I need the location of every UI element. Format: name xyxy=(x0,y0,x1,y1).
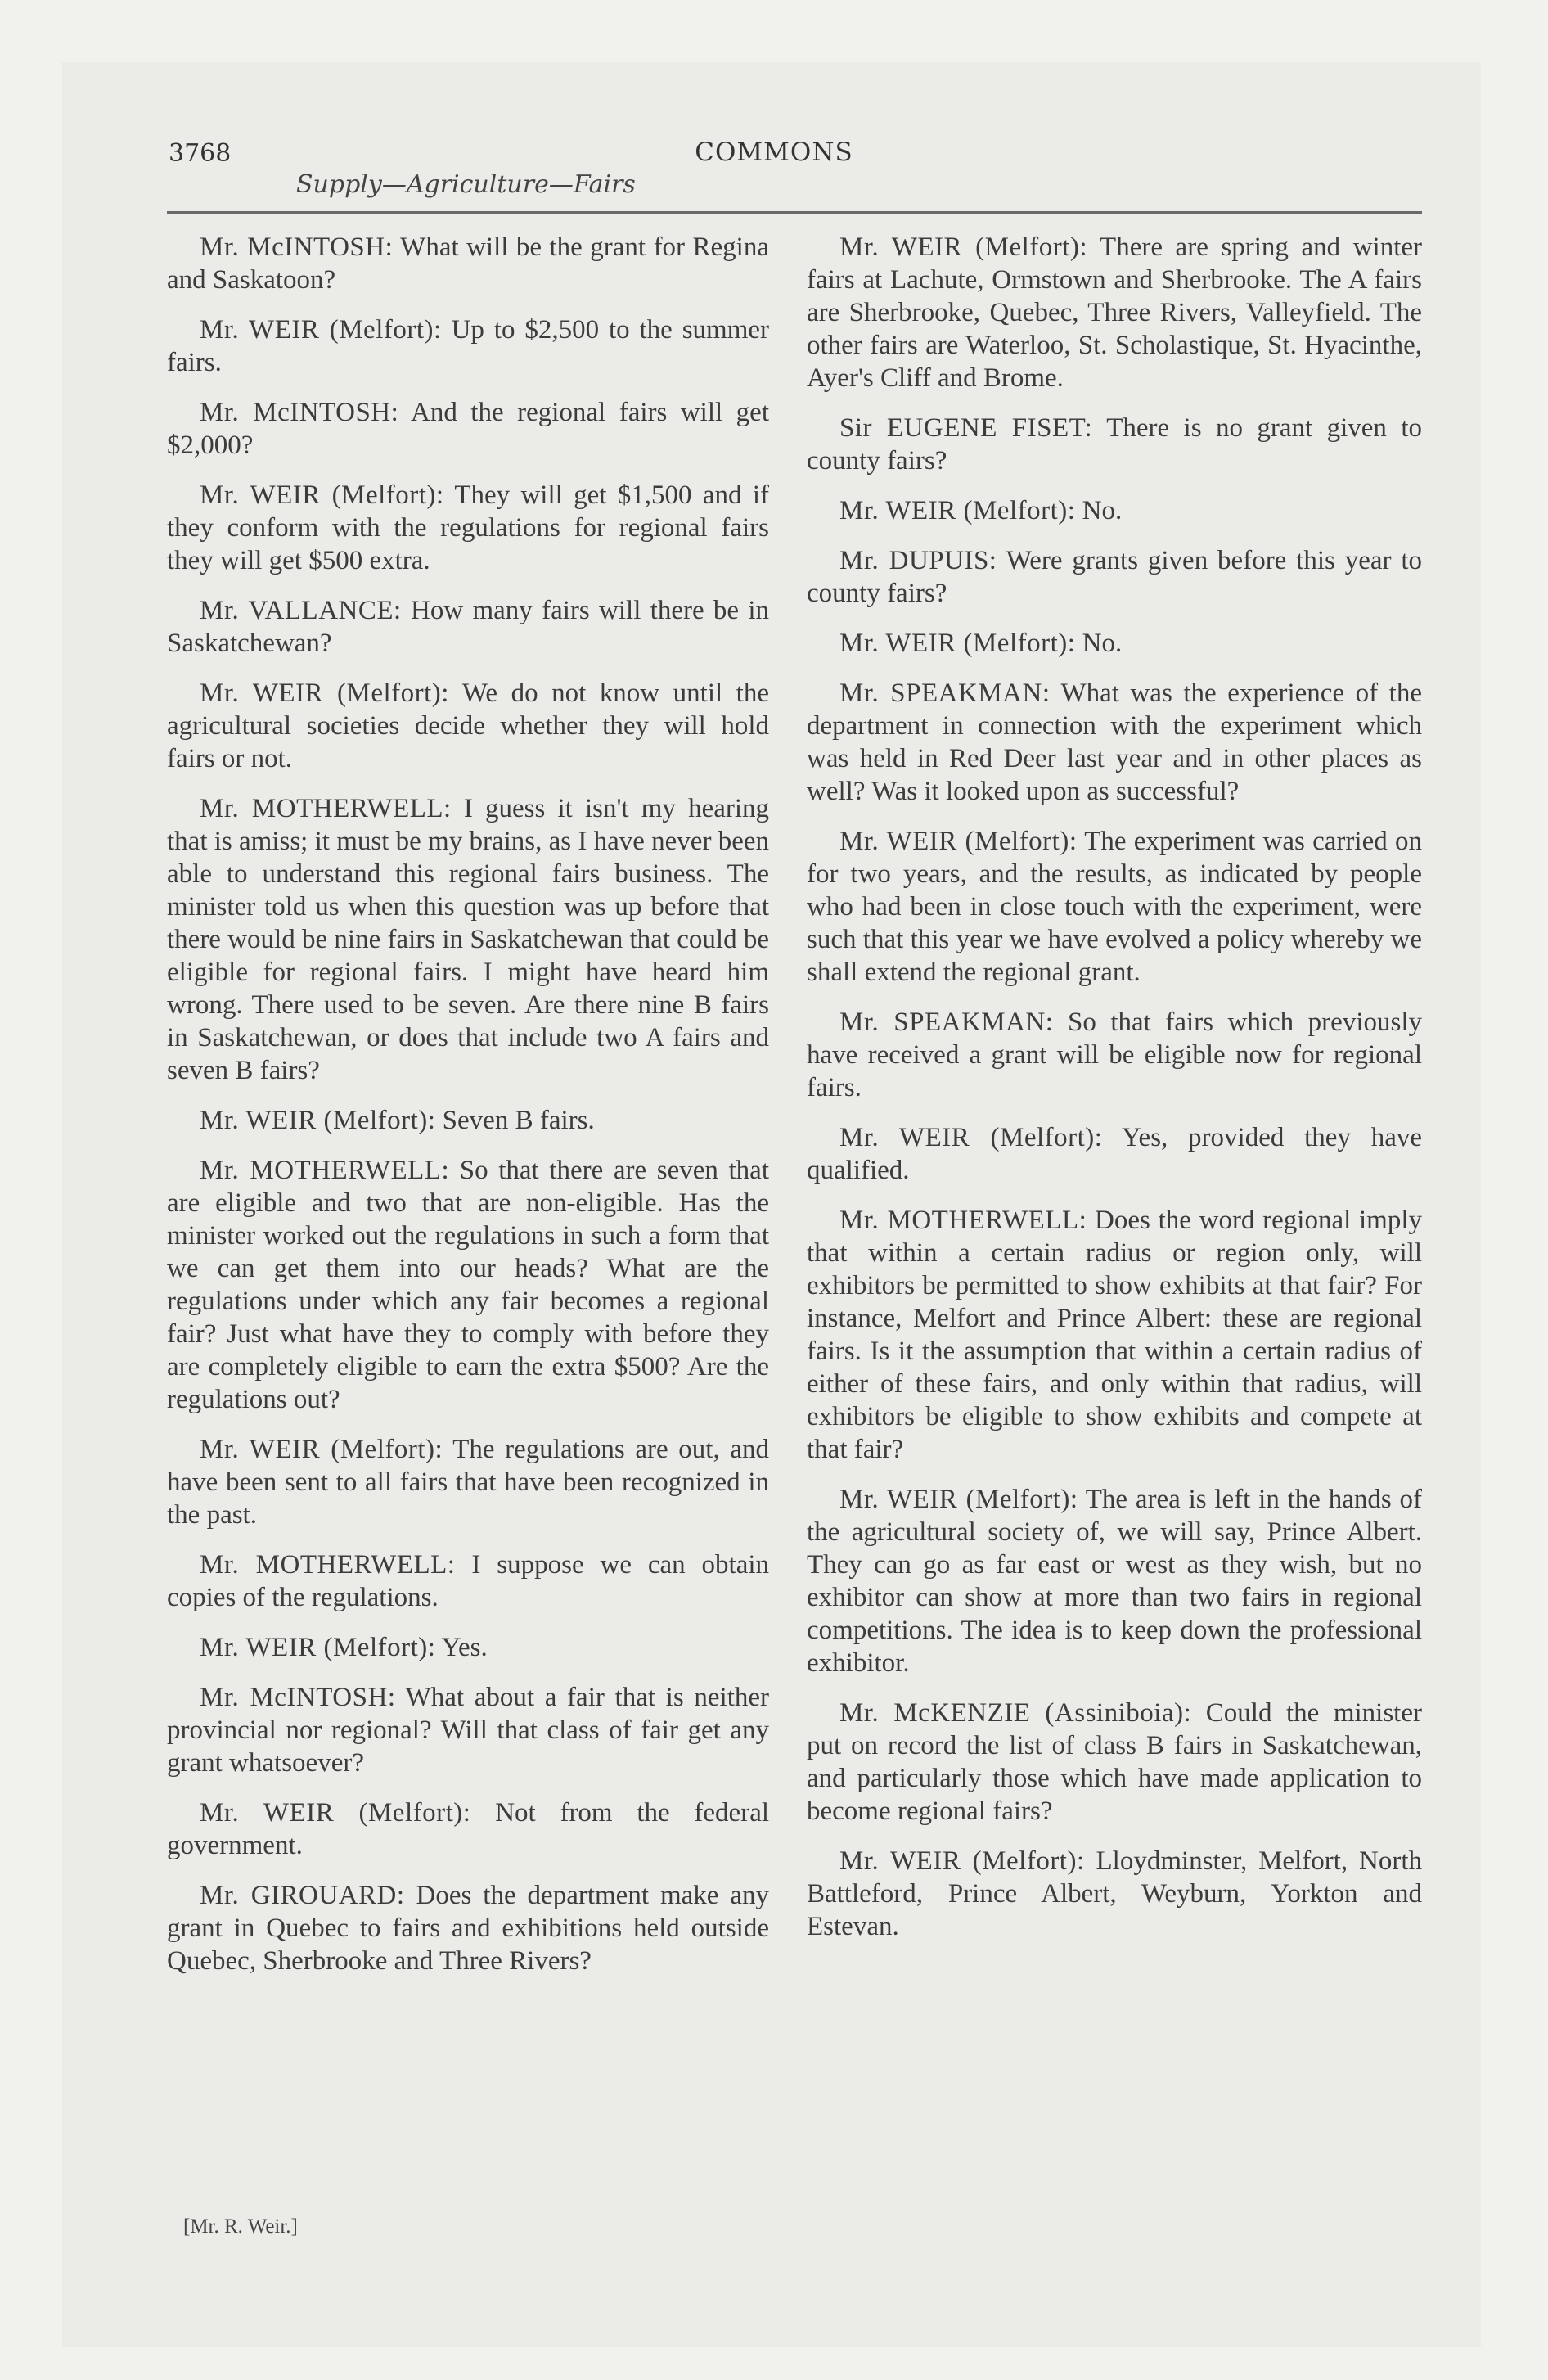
speech-text: What about a fair that is neither provincial nor regional? Will that class of fair get any grant whatsoever? xyxy=(167,1683,769,1778)
speech-paragraph xyxy=(167,594,769,660)
speech-paragraph xyxy=(807,1483,1422,1679)
speech-paragraph xyxy=(807,494,1422,527)
speech-paragraph xyxy=(167,1154,769,1416)
speaker-name: Mr. MOTHERWELL: xyxy=(839,1206,1087,1235)
speech-paragraph xyxy=(167,1548,769,1614)
speech-text: The area is left in the hands of the agricultural society of, we will say, Prince Albert. They can go as far east or west as they wish, but no exhibitor can show at more than two fairs in regional competitions. The idea is to keep down the professional exhibitor. xyxy=(807,1485,1423,1678)
speaker-name: Mr. McINTOSH: xyxy=(200,398,399,427)
speech-paragraph xyxy=(167,677,769,775)
speaker-name: Mr. MOTHERWELL: xyxy=(200,1550,456,1580)
speaker-name: Mr. WEIR (Melfort): xyxy=(200,1106,436,1135)
speech-paragraph xyxy=(807,677,1422,808)
speech-text: The regulations are out, and have been sent to all fairs that have been recognized in the past. xyxy=(167,1435,769,1530)
footer-note: [Mr. R. Weir.] xyxy=(183,2215,298,2238)
speech-text: Does the word regional imply that within a certain radius or region only, will exhibitors be permitted to show exhibits at that fair? For instance, Melfort and Prince Albert: these are regional fairs. Is it the assumption that within a certain radius of either of these fairs, and only within that radius, will exhibitors be eligible to show exhibits and compete at that fair? xyxy=(807,1206,1423,1464)
speech-paragraph xyxy=(167,479,769,577)
speech-text: So that there are seven that are eligible and two that are non-eligible. Has the minister worked out the regulations in such a form that we can get them into our heads? What are the regulations under which any fair becomes a regional fair? Just what have they to comply with before they are completely eligible to earn the extra $500? Are the regulations out? xyxy=(167,1156,769,1414)
speaker-name: Mr. WEIR (Melfort): xyxy=(200,315,442,345)
speech-paragraph xyxy=(807,412,1422,477)
speaker-name: Mr. DUPUIS: xyxy=(839,546,997,575)
speaker-name: Mr. WEIR (Melfort): xyxy=(200,480,444,510)
speaker-name: Mr. SPEAKMAN: xyxy=(839,678,1051,708)
speech-text: Up to $2,500 to the summer fairs. xyxy=(167,315,770,377)
speaker-name: Mr. VALLANCE: xyxy=(200,596,402,625)
speech-paragraph xyxy=(167,1681,769,1779)
speaker-name: Mr. McKENZIE (Assiniboia): xyxy=(839,1698,1192,1728)
speech-text: Yes, provided they have qualified. xyxy=(807,1123,1423,1185)
page-number: 3768 xyxy=(169,139,232,168)
speaker-name: Mr. MOTHERWELL: xyxy=(200,794,452,823)
speaker-name: Mr. WEIR (Melfort): xyxy=(839,629,1076,658)
speaker-name: Mr. WEIR (Melfort): xyxy=(839,1846,1085,1876)
speech-paragraph xyxy=(807,825,1422,989)
header-rule xyxy=(167,211,1422,214)
speaker-name: Mr. McINTOSH: xyxy=(200,1683,396,1712)
speech-paragraph xyxy=(167,792,769,1087)
speech-text: No. xyxy=(1082,496,1123,525)
speaker-name: Mr. WEIR (Melfort): xyxy=(839,496,1076,525)
speech-paragraph xyxy=(167,1796,769,1862)
speech-paragraph xyxy=(807,1845,1422,1943)
speech-text: What will be the grant for Regina and Saskatoon? xyxy=(167,232,769,295)
speaker-name: Sir EUGENE FISET: xyxy=(839,413,1093,443)
speech-text: How many fairs will there be in Saskatchewan? xyxy=(167,596,770,658)
speech-text: Yes. xyxy=(441,1633,488,1662)
speech-text: They will get $1,500 and if they conform with the regulations for regional fairs they will get $500 extra. xyxy=(167,480,770,575)
running-subtitle: Supply—Agriculture—Fairs xyxy=(296,170,636,199)
speaker-name: Mr. WEIR (Melfort): xyxy=(839,1123,1103,1152)
speaker-name: Mr. WEIR (Melfort): xyxy=(200,1633,436,1662)
speech-text: So that fairs which previously have received a grant will be eligible now for regional fairs. xyxy=(807,1007,1422,1102)
speech-paragraph xyxy=(167,1631,769,1664)
speaker-name: Mr. McINTOSH: xyxy=(200,232,394,262)
speech-text: Not from the federal government. xyxy=(167,1798,770,1860)
speech-paragraph xyxy=(807,1204,1422,1466)
speaker-name: Mr. WEIR (Melfort): xyxy=(200,1798,471,1828)
speech-text: No. xyxy=(1082,629,1123,658)
speech-paragraph xyxy=(167,313,769,379)
speaker-name: Mr. WEIR (Melfort): xyxy=(839,232,1088,262)
speech-paragraph xyxy=(807,1006,1422,1104)
speaker-name: Mr. WEIR (Melfort): xyxy=(839,1485,1078,1514)
speech-text: Could the minister put on record the list of class B fairs in Saskatchewan, and particularly those which have made application to become regional fairs? xyxy=(807,1698,1422,1826)
speech-paragraph xyxy=(167,1879,769,1977)
speech-paragraph xyxy=(167,1433,769,1531)
speech-paragraph xyxy=(807,1697,1422,1828)
section-title: COMMONS xyxy=(695,137,853,167)
speech-text: And the regional fairs will get $2,000? xyxy=(167,398,769,460)
speaker-name: Mr. MOTHERWELL: xyxy=(200,1156,450,1185)
speech-text: Lloydminster, Melfort, North Battleford, Prince Albert, Weyburn, Yorkton and Estevan. xyxy=(807,1846,1422,1941)
speech-paragraph xyxy=(807,627,1422,660)
speaker-name: Mr. WEIR (Melfort): xyxy=(200,678,449,708)
speech-paragraph xyxy=(167,1104,769,1137)
speech-paragraph xyxy=(807,1121,1422,1187)
speech-text: We do not know until the agricultural societies decide whether they will hold fairs or not. xyxy=(167,678,769,773)
right-column xyxy=(807,231,1422,1960)
speaker-name: Mr. WEIR (Melfort): xyxy=(839,827,1078,856)
speech-paragraph xyxy=(807,231,1422,394)
speech-paragraph xyxy=(167,231,769,296)
speech-text: The experiment was carried on for two years, and the results, as indicated by people who had been in close touch with the experiment, were such that this year we have evolved a policy whereby we shall extend the regional grant. xyxy=(807,827,1423,987)
speech-text: There is no grant given to county fairs? xyxy=(807,413,1423,476)
speech-text: Seven B fairs. xyxy=(442,1106,595,1135)
speech-text: I guess it isn't my hearing that is amiss; it must be my brains, as I have never been able to understand this regional fairs business. The minister told us when this question was up before that there would be nine fairs in Saskatchewan that could be eligible for regional fairs. I might have heard him wrong. There used to be seven. Are there nine B fairs in Saskatchewan, or does that include two A fairs and seven B fairs? xyxy=(167,794,770,1085)
speech-text: Does the department make any grant in Quebec to fairs and exhibitions held outside Quebec, Sherbrooke and Three Rivers? xyxy=(167,1881,769,1976)
speech-text: I suppose we can obtain copies of the regulations. xyxy=(167,1550,770,1612)
speech-text: What was the experience of the department in connection with the experiment which was held in Red Deer last year and in other places as well? Was it looked upon as successful? xyxy=(807,678,1422,806)
left-column xyxy=(167,231,769,1995)
speaker-name: Mr. GIROUARD: xyxy=(200,1881,405,1910)
speech-text: There are spring and winter fairs at Lachute, Ormstown and Sherbrooke. The A fairs are Sherbrooke, Quebec, Three Rivers, Valleyfield. The other fairs are Waterloo, St. Scholastique, St. Hyacinthe, Ayer's Cliff and Brome. xyxy=(807,232,1422,393)
speaker-name: Mr. SPEAKMAN: xyxy=(839,1007,1054,1037)
speech-paragraph xyxy=(167,396,769,462)
speech-paragraph xyxy=(807,544,1422,610)
speech-text: Were grants given before this year to county fairs? xyxy=(807,546,1423,608)
speaker-name: Mr. WEIR (Melfort): xyxy=(200,1435,443,1464)
